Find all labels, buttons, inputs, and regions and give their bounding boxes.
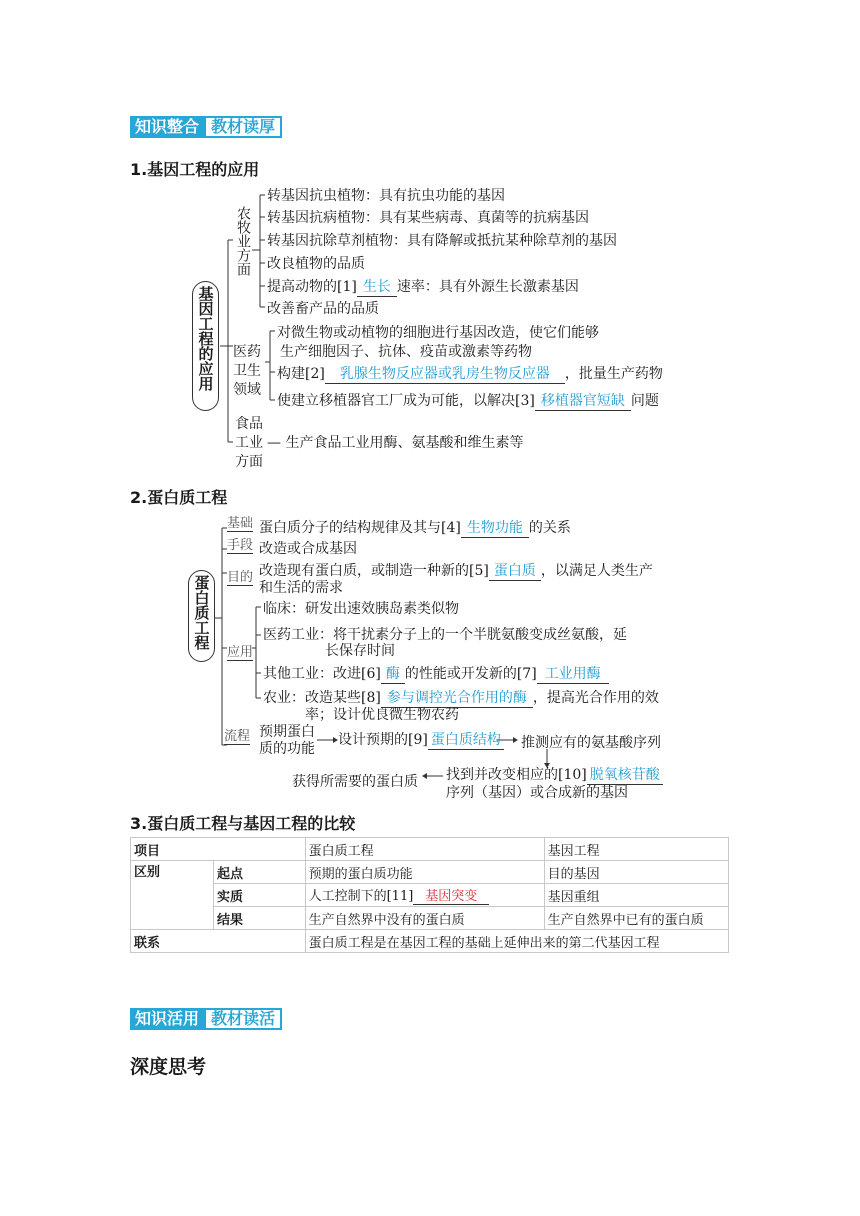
label-application: 应用 [227,641,253,661]
app-item-4-prefix: 农业：改造某些[8] [263,690,381,706]
app-item-4-suffix: ，提高光合作用的效 [532,690,659,706]
comparison-table [130,837,729,953]
row-difference: 区别 [131,861,214,930]
label-means: 手段 [227,534,253,554]
goal-text [259,563,653,581]
root-label: 基因工程的应用 [196,286,215,391]
med-item-1b: 生产细胞因子、抗体、疫苗或激素等药物 [280,344,532,360]
answer-9: 蛋白质结构 [428,732,504,750]
answer-3: 移植器官短缺 [535,393,631,411]
basis-text [259,520,571,538]
flow-step-2 [338,732,504,750]
header-protein-engineering: 蛋白质工程 [305,838,544,861]
table-row [131,930,729,953]
means-text: 改造或合成基因 [259,541,357,557]
root-node-gene-engineering-application [192,281,219,411]
branch-food-label-2: 工业 [235,435,263,451]
row-essence-pe [305,884,544,907]
flow-step-4-prefix: 找到并改变相应的[10] [446,767,587,783]
branch-medicine-label: 医药卫生领域 [233,344,261,398]
row-essence-ge: 基因重组 [544,884,728,907]
med-item-3-suffix: 问题 [630,393,659,409]
row-start-point-pe: 预期的蛋白质功能 [305,861,544,884]
row-result-key: 结果 [214,907,306,930]
row-link-text: 蛋白质工程是在基因工程的基础上延伸出来的第二代基因工程 [305,930,728,953]
app-item-3 [263,666,609,684]
section-tag-knowledge-application [130,1008,282,1030]
tag-part-a: 知识活用 [130,1008,204,1030]
branch-food-label-3: 方面 [235,454,263,470]
deep-thinking-heading: 深度思考 [130,1056,207,1078]
root-label: 蛋白质工程 [192,575,211,650]
app-item-4 [263,690,659,708]
answer-11: 基因突变 [413,885,489,905]
agri-item-5 [267,279,579,297]
header-gene-engineering: 基因工程 [544,838,728,861]
app-item-3-prefix: 其他工业：改进[6] [263,666,381,682]
answer-7: 工业用酶 [537,666,609,684]
answer-8: 参与调控光合作用的酶 [381,690,533,708]
row-result-ge: 生产自然界中已有的蛋白质 [544,907,728,930]
food-item: — 生产食品工业用酶、氨基酸和维生素等 [267,435,524,451]
answer-5: 蛋白质 [489,563,541,581]
table-row [131,884,729,907]
label-basis: 基础 [227,512,253,532]
app-item-3-mid: 的性能或开发新的[7] [404,666,537,682]
flow-step-5: 获得所需要的蛋白质 [292,774,418,790]
app-item-1: 临床：研发出速效胰岛素类似物 [263,601,459,617]
tag-part-a: 知识整合 [130,116,204,138]
table-row [131,907,729,930]
tag-part-b: 教材读厚 [204,116,282,138]
flow-step-1a: 预期蛋白 [259,724,315,740]
answer-4: 生物功能 [461,520,529,538]
row-start-point-ge: 目的基因 [544,861,728,884]
med-item-1a: 对微生物或动植物的细胞进行基因改造，使它们能够 [277,325,599,341]
flow-step-4b: 序列（基因）或合成新的基因 [446,785,628,801]
branch-agriculture-label: 农牧业方面 [235,206,251,276]
goal-suffix: ，以满足人类生产 [540,563,653,579]
flow-step-2-prefix: 设计预期的[9] [338,732,428,748]
agri-item-1: 转基因抗虫植物：具有抗虫功能的基因 [267,188,505,204]
label-flow: 流程 [224,725,250,745]
table-row [131,861,729,884]
med-item-3 [277,393,659,411]
section-3-title: 3.蛋白质工程与基因工程的比较 [130,814,356,833]
agri-item-4: 改良植物的品质 [267,256,365,272]
app-item-2b: 长保存时间 [325,643,395,659]
tag-part-b: 教材读活 [204,1008,282,1030]
row-essence-key: 实质 [214,884,306,907]
answer-10: 脱氧核苷酸 [587,767,663,785]
row-result-pe: 生产自然界中没有的蛋白质 [305,907,544,930]
answer-2: 乳腺生物反应器或乳房生物反应器 [325,366,565,384]
med-item-3-prefix: 使建立移植器官工厂成为可能，以解决[3] [277,393,535,409]
flow-step-1b: 质的功能 [259,741,315,757]
answer-1: 生长 [357,279,397,297]
agri-item-2: 转基因抗病植物：具有某些病毒、真菌等的抗病基因 [267,210,589,226]
agri-item-5-prefix: 提高动物的[1] [267,279,357,295]
table-row [131,838,729,861]
flow-step-3: 推测应有的氨基酸序列 [521,735,661,751]
section-2-title: 2.蛋白质工程 [130,488,228,507]
goal-text-2: 和生活的需求 [259,580,343,596]
branch-food-label-1: 食品 [235,416,263,432]
med-item-2-prefix: 构建[2] [277,366,325,382]
basis-suffix: 的关系 [528,520,571,536]
agri-item-5-suffix: 速率：具有外源生长激素基因 [396,279,579,295]
row-start-point-key: 起点 [214,861,306,884]
header-item: 项目 [131,838,306,861]
label-goal: 目的 [227,566,253,586]
agri-item-3: 转基因抗除草剂植物：具有降解或抵抗某种除草剂的基因 [267,233,617,249]
agri-item-6: 改善畜产品的品质 [267,301,379,317]
row-link: 联系 [131,930,306,953]
med-item-2 [277,366,663,384]
root-node-protein-engineering [188,570,215,662]
flow-step-4 [446,767,663,785]
app-item-4b: 率；设计优良微生物农药 [305,707,459,723]
answer-6: 酶 [381,666,405,684]
basis-prefix: 蛋白质分子的结构规律及其与[4] [259,520,461,536]
essence-prefix: 人工控制下的[11] [308,889,414,904]
section-1-title: 1.基因工程的应用 [130,160,260,179]
app-item-2a: 医药工业：将干扰素分子上的一个半胱氨酸变成丝氨酸，延 [263,627,627,643]
med-item-2-suffix: ，批量生产药物 [564,366,663,382]
goal-prefix: 改造现有蛋白质，或制造一种新的[5] [259,563,489,579]
